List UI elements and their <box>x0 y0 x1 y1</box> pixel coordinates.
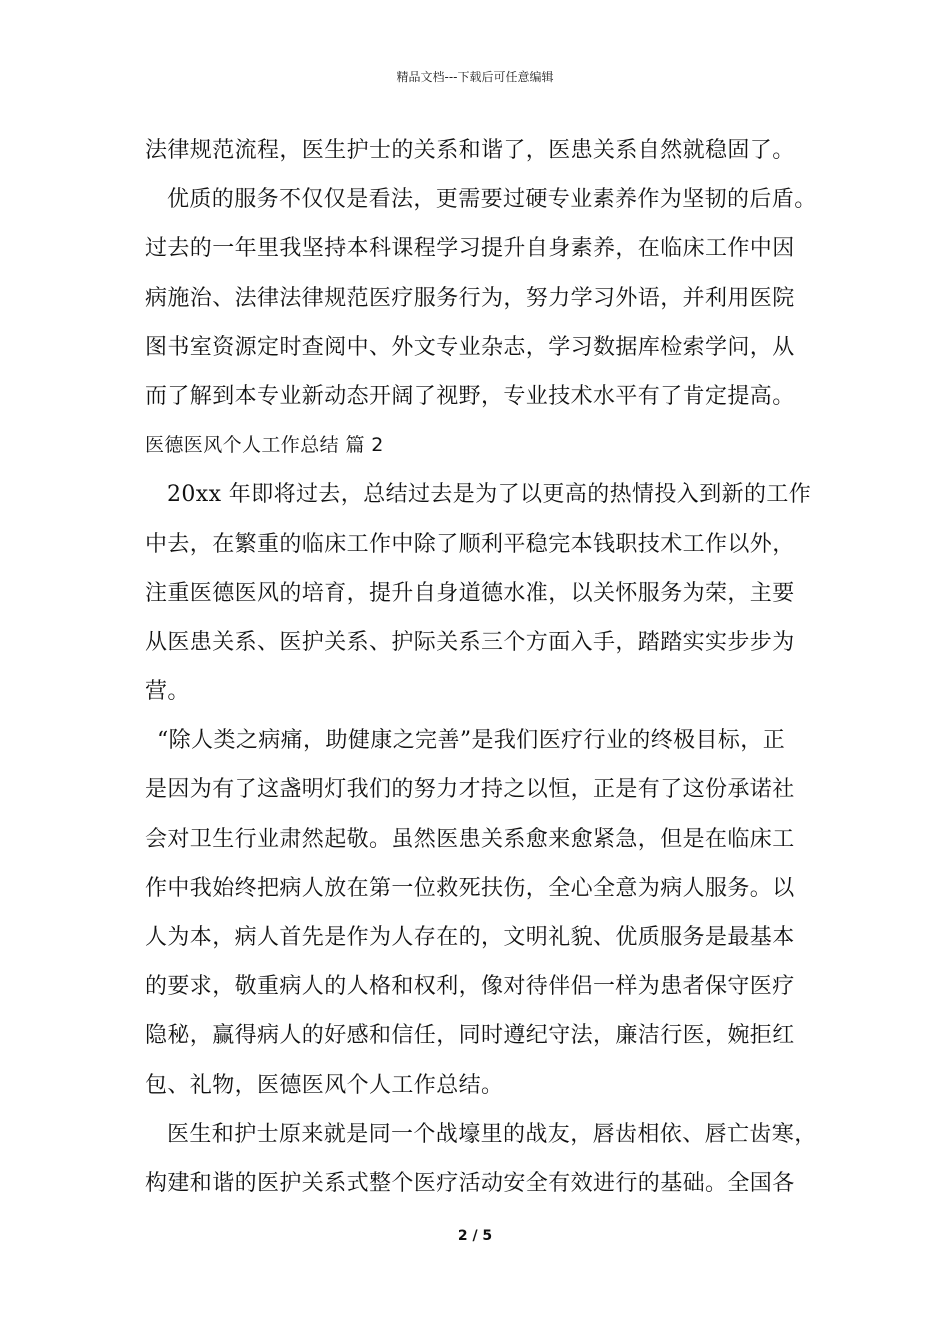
page-header: 精品文档---下载后可任意编辑 <box>396 70 554 84</box>
text-line: 医生和护士原来就是同一个战壕里的战友，唇齿相依、唇亡齿寒， <box>167 1121 817 1147</box>
text-line: 构建和谐的医护关系式整个医疗活动安全有效进行的基础。全国各 <box>145 1170 795 1196</box>
text-line: 图书室资源定时查阅中、外文专业杂志，学习数据库检索学问，从 <box>145 334 795 360</box>
text-line: 注重医德医风的培育，提升自身道德水准，以关怀服务为荣，主要 <box>145 580 795 606</box>
text-line: 法律规范流程，医生护士的关系和谐了，医患关系自然就稳固了。 <box>145 138 795 163</box>
text-line: 优质的服务不仅仅是看法，更需要过硬专业素养作为坚韧的后盾。 <box>167 187 817 213</box>
document-body <box>145 126 835 1208</box>
text-line: 的要求，敬重病人的人格和权利，像对待伴侣一样为患者保守医疗 <box>145 974 795 1000</box>
text-line: 包、礼物，医德医风个人工作总结。 <box>145 1072 504 1098</box>
text-line: 作中我始终把病人放在第一位救死扶伤，全心全意为病人服务。以 <box>145 875 795 901</box>
text-line: 病施治、法律法律规范医疗服务行为，努力学习外语，并利用医院 <box>145 285 795 311</box>
text-line: 过去的一年里我坚持本科课程学习提升自身素养，在临床工作中因 <box>145 236 795 262</box>
text-line: 而了解到本专业新动态开阔了视野，专业技术水平有了肯定提高。 <box>145 383 795 409</box>
text-line: 人为本，病人首先是作为人存在的，文明礼貌、优质服务是最基本 <box>145 925 795 950</box>
page-number: 2 / 5 <box>457 1228 493 1244</box>
text-line: 会对卫生行业肃然起敬。虽然医患关系愈来愈紧急，但是在临床工 <box>145 826 795 852</box>
text-line: 从医患关系、医护关系、护际关系三个方面入手，踏踏实实步步为 <box>145 629 795 655</box>
text-line: 中去，在繁重的临床工作中除了顺利平稳完本钱职技术工作以外， <box>145 531 795 557</box>
text-line: 隐秘，赢得病人的好感和信任，同时遵纪守法，廉洁行医，婉拒红 <box>145 1023 795 1049</box>
text-line: 营。 <box>145 679 190 705</box>
section-heading: 医德医风个人工作总结 篇 2 <box>145 434 384 457</box>
text-line: “除人类之病痛，助健康之完善”是我们医疗行业的终极目标，正 <box>157 728 786 754</box>
text-line: 是因为有了这盏明灯我们的努力才持之以恒，正是有了这份承诺社 <box>145 777 795 803</box>
text-line: 20xx 年即将过去，总结过去是为了以更高的热情投入到新的工作 <box>167 482 812 508</box>
